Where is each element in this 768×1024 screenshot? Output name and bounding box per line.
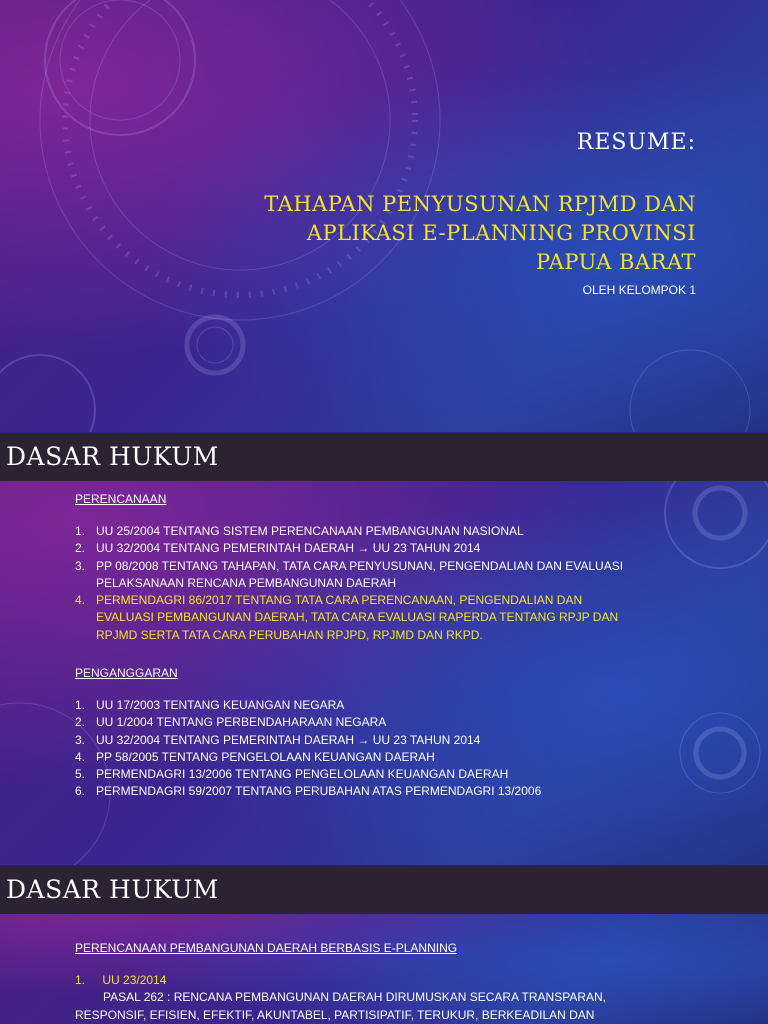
list-number: 5. <box>75 767 86 782</box>
list-item <box>75 749 655 766</box>
section-heading: PERENCANAAN <box>75 492 167 506</box>
penganggaran-section <box>75 666 655 801</box>
section-header-band <box>0 866 768 914</box>
list-number: 2. <box>75 715 86 730</box>
list-item <box>75 714 655 731</box>
list-number: 6. <box>75 784 86 799</box>
perencanaan-section <box>75 492 655 644</box>
section-title: DASAR HUKUM <box>6 875 219 904</box>
list-number: 1. <box>75 524 86 538</box>
list-text: PERMENDAGRI 59/2007 TENTANG PERUBAHAN ATAS PERMENDAGRI 13/2006 <box>96 784 542 799</box>
e-planning-section <box>75 941 695 1024</box>
list-text: UU 32/2004 TENTANG PEMERINTAH DAERAH → UU 23 TAHUN 2014 <box>96 541 481 556</box>
item-text: RESPONSIF, EFISIEN, EFEKTIF, AKUNTABEL, PARTISIPATIF, TERUKUR, BERKEADILAN DAN <box>75 1007 595 1022</box>
list-text: PP 58/2005 TENTANG PENGELOLAAN KEUANGAN DAERAH <box>96 749 435 764</box>
list-number: 2. <box>75 541 86 556</box>
list-item <box>75 558 655 593</box>
list-number: 3. <box>75 558 86 573</box>
title-line: TAHAPAN PENYUSUNAN RPJMD DAN <box>264 192 696 216</box>
list-text: PP 08/2008 TENTANG TAHAPAN, TATA CARA PENYUSUNAN, PENGENDALIAN DAN EVALUASI <box>96 558 624 573</box>
list-number: 3. <box>75 732 86 747</box>
e-planning-slide <box>0 866 768 1024</box>
list-item <box>75 523 655 540</box>
list-item-highlighted <box>75 592 655 644</box>
list-number: 1. <box>75 973 86 987</box>
title-line: APLIKASI E-PLANNING PROVINSI <box>306 221 696 245</box>
list-number: 1. <box>75 698 86 712</box>
item-text: PASAL 262 : RENCANA PEMBANGUNAN DAERAH DIRUMUSKAN SECARA TRANSPARAN, <box>103 990 607 1005</box>
list-text: EVALUASI PEMBANGUNAN DAERAH, TATA CARA EVALUASI RAPERDA TENTANG RPJP DAN <box>96 610 619 625</box>
title-slide <box>0 0 768 432</box>
list-text: UU 25/2004 TENTANG SISTEM PERENCANAAN PEMBANGUNAN NASIONAL <box>96 524 524 538</box>
list-number: 4. <box>75 749 86 764</box>
section-heading: PERENCANAAN PEMBANGUNAN DAERAH BERBASIS E-PLANNING <box>75 941 458 955</box>
list-text: UU 17/2003 TENTANG KEUANGAN NEGARA <box>96 698 345 712</box>
list-text: PELAKSANAAN RENCANA PEMBANGUNAN DAERAH <box>96 575 397 590</box>
list-text: RPJMD SERTA TATA CARA PERUBAHAN RPJPD, RPJMD DAN RKPD. <box>96 627 483 642</box>
section-heading: PENGANGGARAN <box>75 666 178 680</box>
title-line: PAPUA BARAT <box>536 250 696 274</box>
list-text: UU 32/2004 TENTANG PEMERINTAH DAERAH → UU 23 TAHUN 2014 <box>96 732 481 747</box>
list-item <box>75 783 655 800</box>
item-title: UU 23/2014 <box>102 973 167 987</box>
perencanaan-list <box>75 523 655 644</box>
section-header-band <box>0 433 768 481</box>
slide-title <box>176 190 696 277</box>
resume-label: RESUME: <box>576 130 696 155</box>
legal-basis-slide <box>0 433 768 865</box>
e-planning-item <box>75 972 695 1024</box>
penganggaran-list <box>75 697 655 801</box>
list-item <box>75 697 655 714</box>
list-item <box>75 732 655 749</box>
list-item <box>75 766 655 783</box>
list-text: UU 1/2004 TENTANG PERBENDAHARAAN NEGARA <box>96 715 387 730</box>
list-number: 4. <box>75 593 86 608</box>
section-title: DASAR HUKUM <box>6 442 219 471</box>
item-title-row <box>75 972 695 989</box>
list-text: PERMENDAGRI 86/2017 TENTANG TATA CARA PERENCANAAN, PENGENDALIAN DAN <box>96 593 583 608</box>
list-text: PERMENDAGRI 13/2006 TENTANG PENGELOLAAN KEUANGAN DAERAH <box>96 767 509 782</box>
list-item <box>75 540 655 557</box>
subtitle: OLEH KELOMPOK 1 <box>582 283 696 297</box>
